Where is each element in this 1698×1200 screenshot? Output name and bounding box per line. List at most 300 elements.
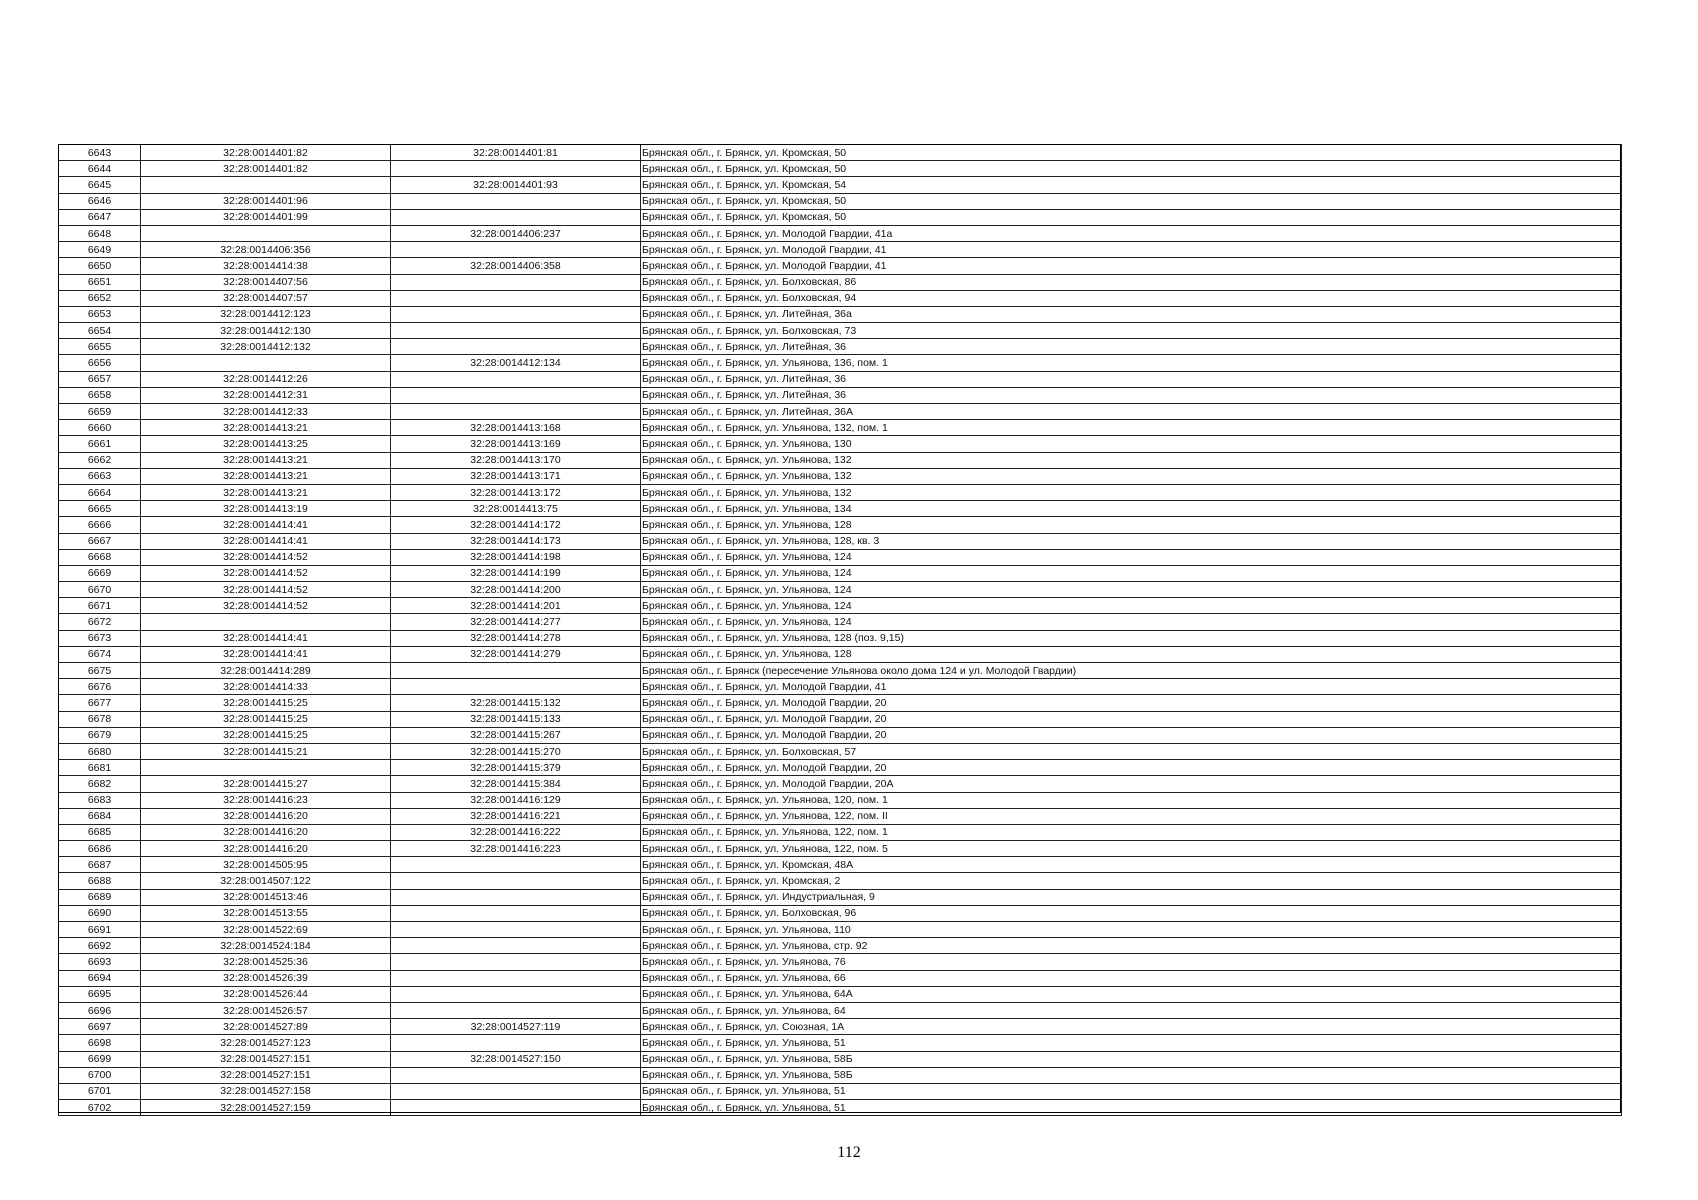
cadastral-number-land-cell: 32:28:0014527:123: [141, 1035, 391, 1051]
table-row: [59, 387, 1622, 403]
cadastral-number-land-cell: 32:28:0014527:159: [141, 1100, 391, 1116]
cadastral-number-object-cell: 32:28:0014415:384: [391, 776, 641, 792]
cadastral-number-land-cell: 32:28:0014414:52: [141, 582, 391, 598]
cadastral-number-land-cell: [141, 614, 391, 630]
row-number-cell: 6679: [59, 727, 141, 743]
cadastral-number-object-cell: 32:28:0014401:81: [391, 145, 641, 161]
table-row: [59, 598, 1622, 614]
cadastral-number-land-cell: 32:28:0014406:356: [141, 242, 391, 258]
row-number-cell: 6685: [59, 824, 141, 840]
row-number-cell: 6670: [59, 582, 141, 598]
cadastral-number-land-cell: [141, 760, 391, 776]
table-row: [59, 420, 1622, 436]
table-row: [59, 452, 1622, 468]
cadastral-number-land-cell: 32:28:0014416:20: [141, 808, 391, 824]
row-number-cell: 6673: [59, 630, 141, 646]
row-number-cell: 6655: [59, 339, 141, 355]
cadastral-number-object-cell: 32:28:0014414:200: [391, 582, 641, 598]
row-number-cell: 6667: [59, 533, 141, 549]
cadastral-number-object-cell: 32:28:0014406:237: [391, 225, 641, 241]
table-row: [59, 582, 1622, 598]
table-row: [59, 841, 1622, 857]
cadastral-number-object-cell: 32:28:0014412:134: [391, 355, 641, 371]
cadastral-number-object-cell: 32:28:0014413:171: [391, 468, 641, 484]
cadastral-number-land-cell: 32:28:0014522:69: [141, 922, 391, 938]
row-number-cell: 6646: [59, 193, 141, 209]
cadastral-number-object-cell: 32:28:0014414:279: [391, 646, 641, 662]
cadastral-number-object-cell: [391, 970, 641, 986]
table-row: [59, 225, 1622, 241]
cadastral-number-land-cell: 32:28:0014414:41: [141, 533, 391, 549]
row-number-cell: 6666: [59, 517, 141, 533]
address-cell: Брянская обл., г. Брянск, ул. Ульянова, 51: [641, 1035, 1622, 1051]
row-number-cell: 6678: [59, 711, 141, 727]
cadastral-number-land-cell: 32:28:0014505:95: [141, 857, 391, 873]
address-cell: Брянская обл., г. Брянск, ул. Ульянова, 128, кв. 3: [641, 533, 1622, 549]
row-number-cell: 6645: [59, 177, 141, 193]
table-row: [59, 808, 1622, 824]
address-cell: Брянская обл., г. Брянск, ул. Ульянова, стр. 92: [641, 938, 1622, 954]
row-number-cell: 6702: [59, 1100, 141, 1116]
cadastral-number-land-cell: 32:28:0014415:27: [141, 776, 391, 792]
cadastral-number-land-cell: 32:28:0014414:52: [141, 598, 391, 614]
cadastral-number-land-cell: 32:28:0014414:38: [141, 258, 391, 274]
table-row: [59, 679, 1622, 695]
address-cell: Брянская обл., г. Брянск, ул. Ульянова, 128 (поз. 9,15): [641, 630, 1622, 646]
cadastral-number-object-cell: 32:28:0014413:168: [391, 420, 641, 436]
cadastral-number-land-cell: 32:28:0014414:41: [141, 646, 391, 662]
address-cell: Брянская обл., г. Брянск, ул. Ульянова, 130: [641, 436, 1622, 452]
table-row: [59, 905, 1622, 921]
table-row: [59, 371, 1622, 387]
row-number-cell: 6694: [59, 970, 141, 986]
address-cell: Брянская обл., г. Брянск, ул. Ульянова, 132: [641, 468, 1622, 484]
cadastral-number-object-cell: 32:28:0014414:199: [391, 565, 641, 581]
cadastral-number-object-cell: 32:28:0014527:150: [391, 1051, 641, 1067]
address-cell: Брянская обл., г. Брянск, ул. Кромская, 48А: [641, 857, 1622, 873]
row-number-cell: 6672: [59, 614, 141, 630]
address-cell: Брянская обл., г. Брянск, ул. Литейная, 36: [641, 387, 1622, 403]
cadastral-number-object-cell: [391, 986, 641, 1002]
table-row: [59, 1051, 1622, 1067]
row-number-cell: 6660: [59, 420, 141, 436]
table-row: [59, 145, 1622, 161]
cadastral-number-object-cell: [391, 290, 641, 306]
cadastral-number-land-cell: 32:28:0014526:39: [141, 970, 391, 986]
cadastral-number-object-cell: 32:28:0014416:223: [391, 841, 641, 857]
row-number-cell: 6652: [59, 290, 141, 306]
cadastral-number-land-cell: 32:28:0014415:25: [141, 695, 391, 711]
cadastral-number-land-cell: 32:28:0014527:151: [141, 1067, 391, 1083]
table-row: [59, 565, 1622, 581]
table-row: [59, 484, 1622, 500]
table-row: [59, 646, 1622, 662]
row-number-cell: 6654: [59, 323, 141, 339]
cadastral-number-land-cell: 32:28:0014414:41: [141, 517, 391, 533]
address-cell: Брянская обл., г. Брянск, ул. Кромская, 50: [641, 161, 1622, 177]
cadastral-number-land-cell: 32:28:0014401:82: [141, 161, 391, 177]
row-number-cell: 6651: [59, 274, 141, 290]
address-cell: Брянская обл., г. Брянск, ул. Молодой Гвардии, 20: [641, 711, 1622, 727]
table-row: [59, 1035, 1622, 1051]
cadastral-number-object-cell: 32:28:0014415:132: [391, 695, 641, 711]
cadastral-number-land-cell: 32:28:0014414:33: [141, 679, 391, 695]
table-row: [59, 922, 1622, 938]
table-row: [59, 436, 1622, 452]
cadastral-number-land-cell: 32:28:0014412:130: [141, 323, 391, 339]
address-cell: Брянская обл., г. Брянск, ул. Ульянова, 76: [641, 954, 1622, 970]
row-number-cell: 6677: [59, 695, 141, 711]
cadastral-number-land-cell: [141, 355, 391, 371]
table-row: [59, 663, 1622, 679]
address-cell: Брянская обл., г. Брянск, ул. Ульянова, 122, пом. 5: [641, 841, 1622, 857]
cadastral-number-object-cell: 32:28:0014415:133: [391, 711, 641, 727]
cadastral-number-object-cell: [391, 857, 641, 873]
cadastral-number-object-cell: [391, 938, 641, 954]
cadastral-number-object-cell: 32:28:0014413:172: [391, 484, 641, 500]
table-row: [59, 274, 1622, 290]
cadastral-number-object-cell: [391, 193, 641, 209]
cadastral-number-land-cell: 32:28:0014525:36: [141, 954, 391, 970]
address-cell: Брянская обл., г. Брянск, ул. Ульянова, 136, пом. 1: [641, 355, 1622, 371]
table-row: [59, 1019, 1622, 1035]
cadastral-number-land-cell: 32:28:0014401:82: [141, 145, 391, 161]
table-row: [59, 258, 1622, 274]
table-row: [59, 306, 1622, 322]
cadastral-number-land-cell: 32:28:0014413:21: [141, 484, 391, 500]
address-cell: Брянская обл., г. Брянск, ул. Ульянова, 122, пом. II: [641, 808, 1622, 824]
table-row: [59, 743, 1622, 759]
cadastral-number-object-cell: [391, 161, 641, 177]
table-row: [59, 355, 1622, 371]
address-cell: Брянская обл., г. Брянск (пересечение Ульянова около дома 124 и ул. Молодой Гвардии): [641, 663, 1622, 679]
row-number-cell: 6675: [59, 663, 141, 679]
address-cell: Брянская обл., г. Брянск, ул. Кромская, 50: [641, 193, 1622, 209]
address-cell: Брянская обл., г. Брянск, ул. Ульянова, 128: [641, 517, 1622, 533]
cadastral-number-land-cell: 32:28:0014401:96: [141, 193, 391, 209]
cadastral-number-object-cell: 32:28:0014414:201: [391, 598, 641, 614]
cadastral-number-land-cell: 32:28:0014407:57: [141, 290, 391, 306]
row-number-cell: 6683: [59, 792, 141, 808]
cadastral-number-land-cell: 32:28:0014527:151: [141, 1051, 391, 1067]
row-number-cell: 6691: [59, 922, 141, 938]
cadastral-number-land-cell: 32:28:0014413:21: [141, 468, 391, 484]
row-number-cell: 6692: [59, 938, 141, 954]
cadastral-number-object-cell: 32:28:0014414:277: [391, 614, 641, 630]
table-row: [59, 954, 1622, 970]
table-row: [59, 873, 1622, 889]
address-cell: Брянская обл., г. Брянск, ул. Болховская, 57: [641, 743, 1622, 759]
row-number-cell: 6656: [59, 355, 141, 371]
address-cell: Брянская обл., г. Брянск, ул. Молодой Гвардии, 41а: [641, 225, 1622, 241]
row-number-cell: 6663: [59, 468, 141, 484]
cadastral-number-land-cell: 32:28:0014401:99: [141, 209, 391, 225]
cadastral-number-object-cell: [391, 905, 641, 921]
cadastral-number-land-cell: 32:28:0014415:25: [141, 711, 391, 727]
address-cell: Брянская обл., г. Брянск, ул. Ульянова, 110: [641, 922, 1622, 938]
address-cell: Брянская обл., г. Брянск, ул. Ульянова, 124: [641, 614, 1622, 630]
address-cell: Брянская обл., г. Брянск, ул. Литейная, 36А: [641, 404, 1622, 420]
table-row: [59, 792, 1622, 808]
table-row: [59, 177, 1622, 193]
table-row: [59, 824, 1622, 840]
table-row: [59, 468, 1622, 484]
cadastral-number-object-cell: [391, 873, 641, 889]
table-row: [59, 1083, 1622, 1099]
row-number-cell: 6662: [59, 452, 141, 468]
address-cell: Брянская обл., г. Брянск, ул. Литейная, 36а: [641, 306, 1622, 322]
cadastral-number-object-cell: [391, 306, 641, 322]
address-cell: Брянская обл., г. Брянск, ул. Ульянова, 64А: [641, 986, 1622, 1002]
address-cell: Брянская обл., г. Брянск, ул. Болховская, 96: [641, 905, 1622, 921]
table-row: [59, 517, 1622, 533]
address-cell: Брянская обл., г. Брянск, ул. Союзная, 1А: [641, 1019, 1622, 1035]
row-number-cell: 6690: [59, 905, 141, 921]
table-row: [59, 242, 1622, 258]
row-number-cell: 6653: [59, 306, 141, 322]
cadastral-number-object-cell: [391, 663, 641, 679]
address-cell: Брянская обл., г. Брянск, ул. Индустриальная, 9: [641, 889, 1622, 905]
cadastral-number-object-cell: 32:28:0014527:119: [391, 1019, 641, 1035]
address-cell: Брянская обл., г. Брянск, ул. Молодой Гвардии, 41: [641, 242, 1622, 258]
row-number-cell: 6695: [59, 986, 141, 1002]
row-number-cell: 6684: [59, 808, 141, 824]
cadastral-number-land-cell: 32:28:0014412:123: [141, 306, 391, 322]
row-number-cell: 6701: [59, 1083, 141, 1099]
row-number-cell: 6680: [59, 743, 141, 759]
table-row: [59, 695, 1622, 711]
row-number-cell: 6665: [59, 501, 141, 517]
cadastral-number-object-cell: [391, 1035, 641, 1051]
table-row: [59, 290, 1622, 306]
cadastral-number-object-cell: 32:28:0014406:358: [391, 258, 641, 274]
table-row: [59, 533, 1622, 549]
cadastral-number-land-cell: 32:28:0014513:55: [141, 905, 391, 921]
table-row: [59, 501, 1622, 517]
address-cell: Брянская обл., г. Брянск, ул. Ульянова, 51: [641, 1083, 1622, 1099]
address-cell: Брянская обл., г. Брянск, ул. Ульянова, 66: [641, 970, 1622, 986]
cadastral-number-land-cell: 32:28:0014414:289: [141, 663, 391, 679]
row-number-cell: 6671: [59, 598, 141, 614]
table-body: [59, 145, 1622, 1116]
page-number: 112: [837, 1144, 861, 1161]
cadastral-number-object-cell: [391, 889, 641, 905]
table-row: [59, 776, 1622, 792]
cadastral-number-land-cell: 32:28:0014513:46: [141, 889, 391, 905]
cadastral-number-land-cell: 32:28:0014416:20: [141, 824, 391, 840]
cadastral-number-object-cell: 32:28:0014414:198: [391, 549, 641, 565]
cadastral-number-land-cell: 32:28:0014413:25: [141, 436, 391, 452]
cadastral-number-object-cell: 32:28:0014415:270: [391, 743, 641, 759]
cadastral-number-land-cell: 32:28:0014407:56: [141, 274, 391, 290]
cadastral-number-land-cell: 32:28:0014412:26: [141, 371, 391, 387]
row-number-cell: 6661: [59, 436, 141, 452]
cadastral-table: [58, 144, 1622, 1116]
table-row: [59, 760, 1622, 776]
row-number-cell: 6700: [59, 1067, 141, 1083]
table-row: [59, 630, 1622, 646]
table-row: [59, 970, 1622, 986]
row-number-cell: 6698: [59, 1035, 141, 1051]
address-cell: Брянская обл., г. Брянск, ул. Ульянова, 128: [641, 646, 1622, 662]
row-number-cell: 6682: [59, 776, 141, 792]
address-cell: Брянская обл., г. Брянск, ул. Ульянова, 51: [641, 1100, 1622, 1116]
cadastral-number-object-cell: 32:28:0014414:173: [391, 533, 641, 549]
row-number-cell: 6697: [59, 1019, 141, 1035]
row-number-cell: 6688: [59, 873, 141, 889]
table-row: [59, 889, 1622, 905]
cadastral-number-object-cell: [391, 242, 641, 258]
cadastral-number-land-cell: [141, 177, 391, 193]
address-cell: Брянская обл., г. Брянск, ул. Ульянова, 64: [641, 1002, 1622, 1018]
cadastral-number-land-cell: 32:28:0014413:21: [141, 420, 391, 436]
address-cell: Брянская обл., г. Брянск, ул. Кромская, 54: [641, 177, 1622, 193]
row-number-cell: 6696: [59, 1002, 141, 1018]
address-cell: Брянская обл., г. Брянск, ул. Ульянова, 58Б: [641, 1067, 1622, 1083]
cadastral-number-object-cell: 32:28:0014414:172: [391, 517, 641, 533]
address-cell: Брянская обл., г. Брянск, ул. Ульянова, 124: [641, 598, 1622, 614]
cadastral-number-land-cell: 32:28:0014413:21: [141, 452, 391, 468]
cadastral-number-object-cell: [391, 371, 641, 387]
address-cell: Брянская обл., г. Брянск, ул. Ульянова, 134: [641, 501, 1622, 517]
row-number-cell: 6647: [59, 209, 141, 225]
cadastral-number-land-cell: 32:28:0014415:25: [141, 727, 391, 743]
cadastral-number-object-cell: 32:28:0014414:278: [391, 630, 641, 646]
address-cell: Брянская обл., г. Брянск, ул. Ульянова, 124: [641, 565, 1622, 581]
row-number-cell: 6659: [59, 404, 141, 420]
address-cell: Брянская обл., г. Брянск, ул. Ульянова, 58Б: [641, 1051, 1622, 1067]
table-row: [59, 323, 1622, 339]
address-cell: Брянская обл., г. Брянск, ул. Ульянова, 124: [641, 582, 1622, 598]
address-cell: Брянская обл., г. Брянск, ул. Литейная, 36: [641, 371, 1622, 387]
cadastral-number-object-cell: 32:28:0014413:75: [391, 501, 641, 517]
cadastral-number-land-cell: 32:28:0014507:122: [141, 873, 391, 889]
cadastral-number-land-cell: 32:28:0014413:19: [141, 501, 391, 517]
cadastral-number-object-cell: [391, 404, 641, 420]
cadastral-number-object-cell: 32:28:0014416:129: [391, 792, 641, 808]
cadastral-number-land-cell: [141, 225, 391, 241]
cadastral-number-land-cell: 32:28:0014412:31: [141, 387, 391, 403]
table-row: [59, 1002, 1622, 1018]
cadastral-number-object-cell: [391, 1067, 641, 1083]
address-cell: Брянская обл., г. Брянск, ул. Кромская, 50: [641, 145, 1622, 161]
cadastral-number-land-cell: 32:28:0014526:44: [141, 986, 391, 1002]
table-row: [59, 161, 1622, 177]
address-cell: Брянская обл., г. Брянск, ул. Молодой Гвардии, 20: [641, 760, 1622, 776]
row-number-cell: 6649: [59, 242, 141, 258]
cadastral-number-object-cell: [391, 1100, 641, 1116]
table-row: [59, 339, 1622, 355]
table-row: [59, 711, 1622, 727]
cadastral-number-land-cell: 32:28:0014414:41: [141, 630, 391, 646]
row-number-cell: 6699: [59, 1051, 141, 1067]
cadastral-number-object-cell: [391, 323, 641, 339]
cadastral-number-land-cell: 32:28:0014416:20: [141, 841, 391, 857]
address-cell: Брянская обл., г. Брянск, ул. Молодой Гвардии, 20А: [641, 776, 1622, 792]
address-cell: Брянская обл., г. Брянск, ул. Ульянова, 124: [641, 549, 1622, 565]
cadastral-number-object-cell: [391, 922, 641, 938]
row-number-cell: 6658: [59, 387, 141, 403]
table-row: [59, 857, 1622, 873]
cadastral-number-land-cell: 32:28:0014412:33: [141, 404, 391, 420]
cadastral-number-object-cell: [391, 954, 641, 970]
row-number-cell: 6674: [59, 646, 141, 662]
table-row: [59, 209, 1622, 225]
row-number-cell: 6676: [59, 679, 141, 695]
cadastral-number-object-cell: [391, 209, 641, 225]
table-row: [59, 986, 1622, 1002]
row-number-cell: 6689: [59, 889, 141, 905]
row-number-cell: 6664: [59, 484, 141, 500]
address-cell: Брянская обл., г. Брянск, ул. Болховская, 73: [641, 323, 1622, 339]
cadastral-number-object-cell: [391, 274, 641, 290]
row-number-cell: 6648: [59, 225, 141, 241]
table-row: [59, 193, 1622, 209]
address-cell: Брянская обл., г. Брянск, ул. Кромская, 50: [641, 209, 1622, 225]
cadastral-number-object-cell: [391, 1002, 641, 1018]
cadastral-number-land-cell: 32:28:0014414:52: [141, 565, 391, 581]
cadastral-number-land-cell: 32:28:0014414:52: [141, 549, 391, 565]
row-number-cell: 6669: [59, 565, 141, 581]
cadastral-number-land-cell: 32:28:0014412:132: [141, 339, 391, 355]
cadastral-number-object-cell: [391, 339, 641, 355]
address-cell: Брянская обл., г. Брянск, ул. Молодой Гвардии, 41: [641, 258, 1622, 274]
address-cell: Брянская обл., г. Брянск, ул. Кромская, 2: [641, 873, 1622, 889]
address-cell: Брянская обл., г. Брянск, ул. Ульянова, 120, пом. 1: [641, 792, 1622, 808]
row-number-cell: 6650: [59, 258, 141, 274]
cadastral-number-object-cell: 32:28:0014416:222: [391, 824, 641, 840]
row-number-cell: 6657: [59, 371, 141, 387]
address-cell: Брянская обл., г. Брянск, ул. Ульянова, 132: [641, 484, 1622, 500]
cadastral-number-land-cell: 32:28:0014415:21: [141, 743, 391, 759]
cadastral-number-land-cell: 32:28:0014416:23: [141, 792, 391, 808]
table-row: [59, 1100, 1622, 1116]
cadastral-number-object-cell: 32:28:0014415:379: [391, 760, 641, 776]
cadastral-number-land-cell: 32:28:0014527:158: [141, 1083, 391, 1099]
address-cell: Брянская обл., г. Брянск, ул. Ульянова, 132: [641, 452, 1622, 468]
cadastral-number-object-cell: [391, 387, 641, 403]
cadastral-number-land-cell: 32:28:0014524:184: [141, 938, 391, 954]
address-cell: Брянская обл., г. Брянск, ул. Болховская, 94: [641, 290, 1622, 306]
cadastral-number-object-cell: [391, 1083, 641, 1099]
address-cell: Брянская обл., г. Брянск, ул. Молодой Гвардии, 20: [641, 727, 1622, 743]
row-number-cell: 6687: [59, 857, 141, 873]
row-number-cell: 6668: [59, 549, 141, 565]
cadastral-number-object-cell: 32:28:0014413:170: [391, 452, 641, 468]
table-row: [59, 614, 1622, 630]
row-number-cell: 6644: [59, 161, 141, 177]
table-row: [59, 1067, 1622, 1083]
cadastral-number-object-cell: 32:28:0014416:221: [391, 808, 641, 824]
address-cell: Брянская обл., г. Брянск, ул. Ульянова, 132, пом. 1: [641, 420, 1622, 436]
table-row: [59, 404, 1622, 420]
table-row: [59, 549, 1622, 565]
cadastral-number-object-cell: 32:28:0014413:169: [391, 436, 641, 452]
cadastral-number-land-cell: 32:28:0014527:89: [141, 1019, 391, 1035]
cadastral-number-object-cell: [391, 679, 641, 695]
address-cell: Брянская обл., г. Брянск, ул. Молодой Гвардии, 20: [641, 695, 1622, 711]
cadastral-number-land-cell: 32:28:0014526:57: [141, 1002, 391, 1018]
address-cell: Брянская обл., г. Брянск, ул. Молодой Гвардии, 41: [641, 679, 1622, 695]
table-row: [59, 938, 1622, 954]
table-row: [59, 727, 1622, 743]
row-number-cell: 6693: [59, 954, 141, 970]
address-cell: Брянская обл., г. Брянск, ул. Болховская, 86: [641, 274, 1622, 290]
cadastral-number-object-cell: 32:28:0014415:267: [391, 727, 641, 743]
row-number-cell: 6686: [59, 841, 141, 857]
row-number-cell: 6643: [59, 145, 141, 161]
address-cell: Брянская обл., г. Брянск, ул. Литейная, 36: [641, 339, 1622, 355]
